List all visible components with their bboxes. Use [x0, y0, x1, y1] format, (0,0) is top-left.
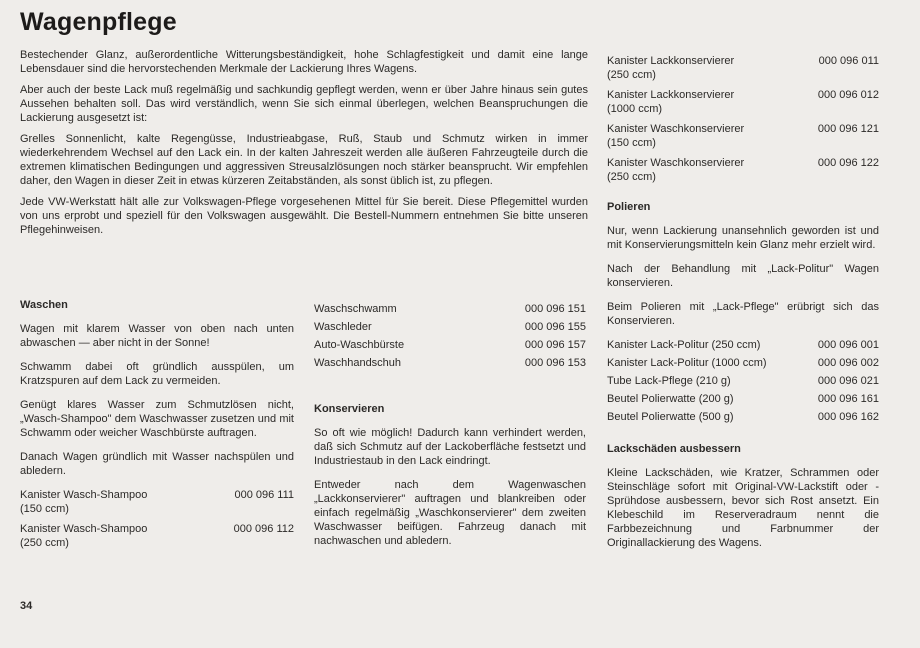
accessory-code: 000 096 151	[524, 303, 586, 315]
product-item	[607, 338, 879, 352]
accessory-item	[314, 302, 586, 316]
lackschaeden-heading: Lackschäden ausbessern	[607, 443, 741, 455]
product-code: 000 096 001	[817, 339, 879, 351]
product-code: 000 096 112	[233, 523, 294, 535]
intro-section	[20, 48, 588, 244]
product-code: 000 096 011	[818, 55, 879, 67]
accessory-name: Waschleder	[314, 321, 372, 333]
product-size: (1000 ccm)	[607, 103, 663, 115]
intro-paragraph: Grelles Sonnenlicht, kalte Regengüsse, Industrieabgase, Ruß, Staub und Schmutz wirken in immer wiederkehrendem Wechsel auf den Lack ein. In der kalten Jahreszeit werden alle äußeren Fahrzeugteile durch die extremen klimatischen Bedingungen und aggressiven Streusalzlösungen noch stärker beansprucht. Wir empfehlen daher, den Wagen in dieser Zeit in etwas kürzeren Zeitabständen, als sonst üblich ist, zu pflegen.	[20, 133, 588, 187]
konservieren-heading: Konservieren	[314, 403, 385, 415]
accessory-name: Waschhandschuh	[314, 357, 402, 369]
polieren-paragraph: Nach der Behandlung mit „Lack-Politur" Wagen konservieren.	[607, 263, 879, 289]
product-item	[607, 374, 879, 388]
product-code: 000 096 111	[234, 489, 294, 501]
product-code: 000 096 122	[817, 157, 879, 169]
lackschaeden-paragraph: Kleine Lackschäden, wie Kratzer, Schrammen oder Steinschläge sofort mit Original-VW-Lackstift oder -Sprühdose ausbessern, bevor sich Rost ansetzt. Ein Klebeschild im Reserveradraum nennt die Farbbezeichnung und Farbnummer der Originallackierung des Wagens.	[607, 467, 879, 549]
product-name: Kanister Lack-Politur (1000 ccm)	[607, 357, 767, 369]
product-size: (250 ccm)	[20, 537, 69, 549]
accessory-code: 000 096 155	[524, 321, 586, 333]
product-item	[607, 392, 879, 406]
konservieren-paragraph: Entweder nach dem Wagenwaschen „Lackkonservierer" auftragen und blankreiben oder einfach regelmäßig „Waschkonservierer" dem zweiten Waschwasser beifügen. Fahrzeug danach mit nachwaschen und abledern.	[314, 479, 586, 547]
waschen-heading: Waschen	[20, 299, 68, 311]
product-item	[607, 122, 879, 150]
product-code: 000 096 021	[817, 375, 879, 387]
intro-paragraph: Bestechender Glanz, außerordentliche Witterungsbeständigkeit, hohe Schlagfestigkeit und damit eine lange Lebensdauer sind die hervorstechenden Merkmale der Lackierung Ihres Wagens.	[20, 49, 588, 75]
product-name: Kanister Waschkonservierer	[607, 123, 745, 135]
product-item	[20, 488, 294, 516]
product-name: Kanister Waschkonservierer	[607, 157, 745, 169]
accessory-code: 000 096 157	[524, 339, 586, 351]
accessory-item	[314, 320, 586, 334]
product-name: Beutel Polierwatte (500 g)	[607, 411, 734, 423]
page-number: 34	[20, 600, 33, 612]
product-size: (150 ccm)	[607, 137, 656, 149]
product-code: 000 096 002	[817, 357, 879, 369]
product-name: Kanister Lackkonservierer	[607, 89, 735, 101]
intro-paragraph: Aber auch der beste Lack muß regelmäßig und sachkundig gepflegt werden, wenn er über Jahre hinaus sein gutes Aussehen behalten soll. Das wird verständlich, wenn Sie sich einmal überlegen, welchen Beanspruchungen die Lackierung ausgesetzt ist:	[20, 84, 588, 124]
polieren-paragraph: Nur, wenn Lackierung unansehnlich geworden ist und mit Konservierungsmitteln kein Glanz mehr erzielt wird.	[607, 225, 879, 251]
product-item	[607, 410, 879, 424]
product-code: 000 096 121	[817, 123, 879, 135]
product-item	[607, 54, 879, 82]
konservieren-paragraph: So oft wie möglich! Dadurch kann verhindert werden, daß sich Schmutz auf der Lackoberfläche festsetzt und Industriestaub in den Lack eindringt.	[314, 427, 586, 467]
polieren-paragraph: Beim Polieren mit „Lack-Pflege" erübrigt sich das Konservieren.	[607, 301, 879, 327]
waschen-section	[20, 298, 294, 556]
product-name: Kanister Lack-Politur (250 ccm)	[607, 339, 761, 351]
accessory-list	[314, 302, 586, 370]
waschen-paragraph: Schwamm dabei oft gründlich ausspülen, um Kratzspuren auf dem Lack zu vermeiden.	[20, 361, 294, 387]
product-item	[607, 88, 879, 116]
product-name: Kanister Wasch-Shampoo	[20, 489, 148, 501]
product-code: 000 096 012	[817, 89, 879, 101]
product-code: 000 096 162	[817, 411, 879, 423]
product-item	[607, 156, 879, 184]
accessory-item	[314, 338, 586, 352]
accessory-name: Auto-Waschbürste	[314, 339, 405, 351]
product-name: Kanister Lackkonservierer	[607, 55, 735, 67]
page-title: Wagenpflege	[20, 8, 177, 36]
accessory-name: Waschschwamm	[314, 303, 397, 315]
product-name: Tube Lack-Pflege (210 g)	[607, 375, 731, 387]
accessory-code: 000 096 153	[524, 357, 586, 369]
right-column	[607, 54, 879, 560]
middle-column	[314, 302, 586, 558]
polieren-product-list	[607, 338, 879, 424]
product-size: (250 ccm)	[607, 69, 656, 81]
waschen-paragraph: Danach Wagen gründlich mit Wasser nachspülen und abledern.	[20, 451, 294, 477]
product-size: (250 ccm)	[607, 171, 656, 183]
product-size: (150 ccm)	[20, 503, 69, 515]
product-name: Beutel Polierwatte (200 g)	[607, 393, 734, 405]
waschen-paragraph: Wagen mit klarem Wasser von oben nach unten abwaschen — aber nicht in der Sonne!	[20, 323, 294, 349]
product-code: 000 096 161	[817, 393, 879, 405]
product-name: Kanister Wasch-Shampoo	[20, 523, 148, 535]
waschen-paragraph: Genügt klares Wasser zum Schmutzlösen nicht, „Wasch-Shampoo" dem Waschwasser zusetzen und mit Schwamm oder weicher Waschbürste auftragen.	[20, 399, 294, 439]
product-item	[20, 522, 294, 550]
polieren-heading: Polieren	[607, 201, 651, 213]
accessory-item	[314, 356, 586, 370]
intro-paragraph: Jede VW-Werkstatt hält alle zur Volkswagen-Pflege vorgesehenen Mittel für Sie bereit. Diese Pflegemittel wurden von uns erprobt und speziell für den Volkswagen ausgewählt. Die Bestell-Nummern entnehmen Sie bitte unseren Pflegehinweisen.	[20, 196, 588, 236]
product-item	[607, 356, 879, 370]
